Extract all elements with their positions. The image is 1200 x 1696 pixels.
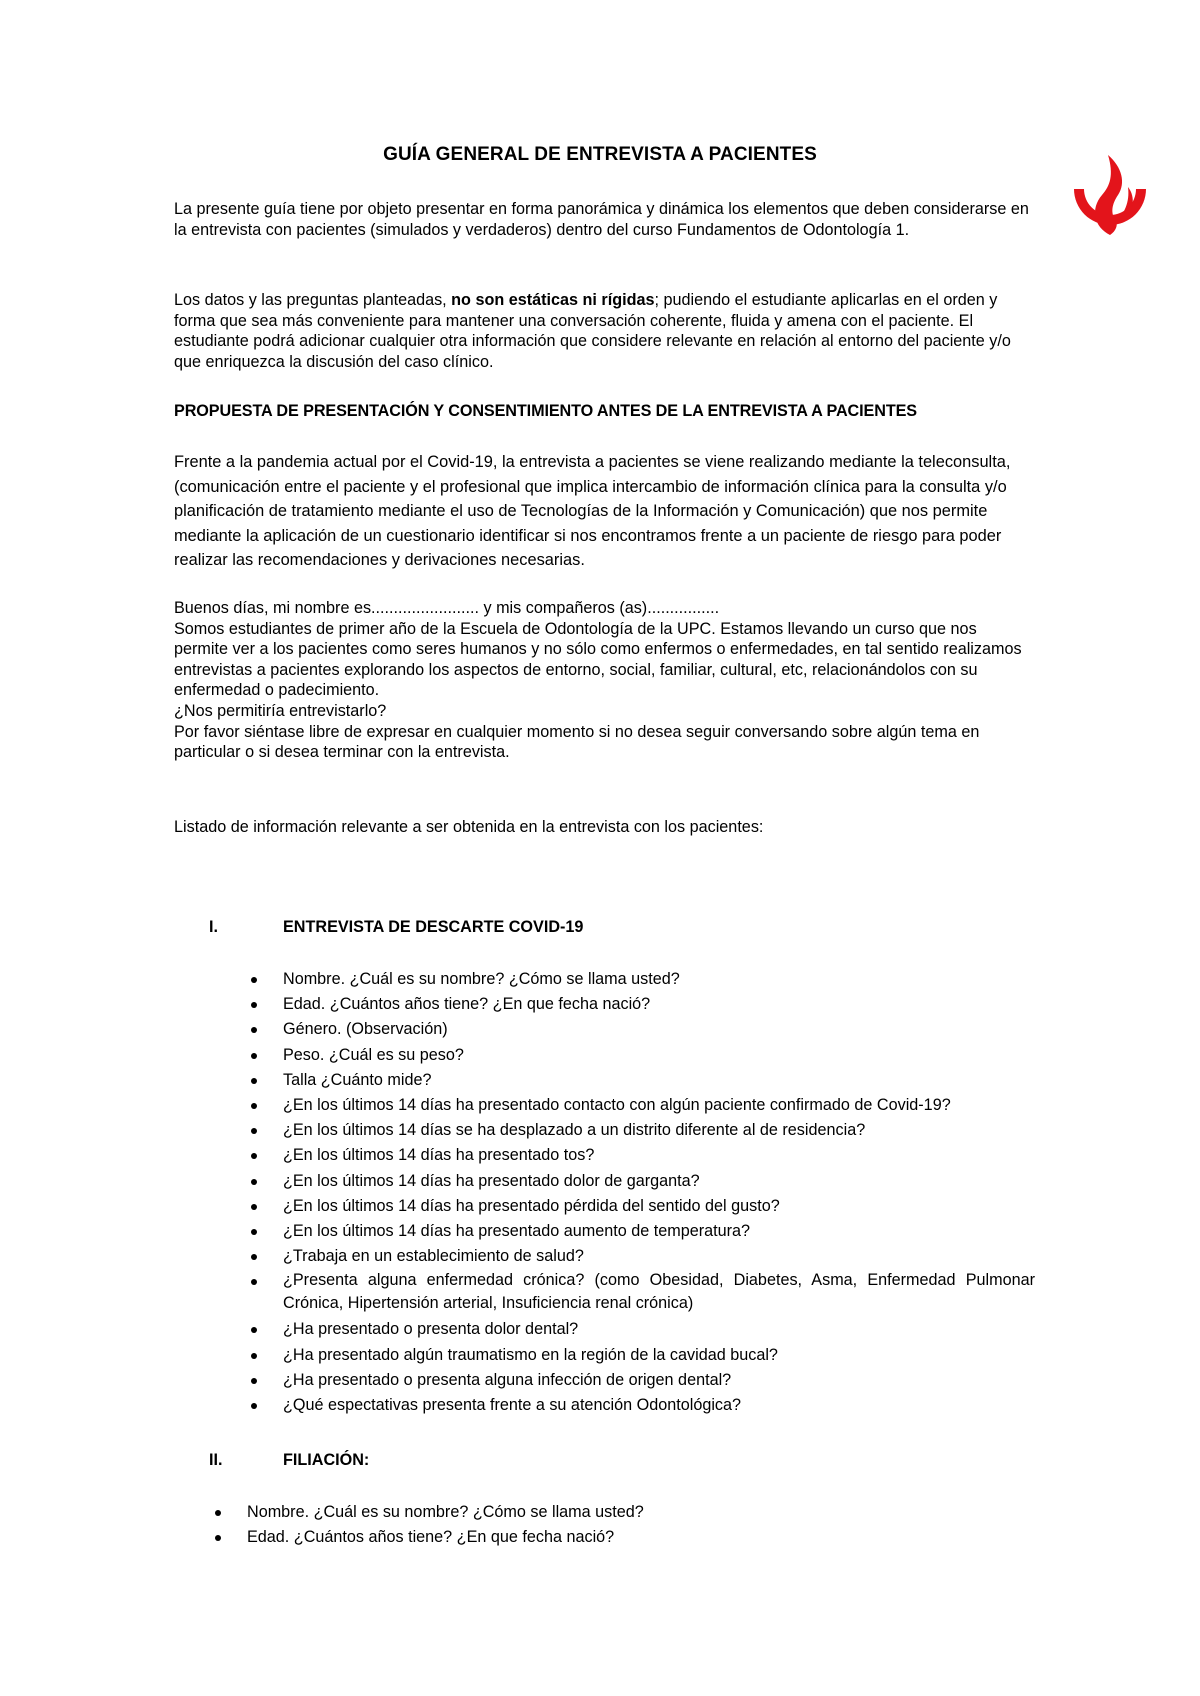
greeting-line-permission: ¿Nos permitiría entrevistarlo?	[174, 701, 387, 720]
list-item	[247, 1194, 1035, 1219]
list-item	[247, 1043, 1035, 1068]
list-item	[247, 1343, 1035, 1368]
datos-text-before: Los datos y las preguntas planteadas,	[174, 291, 452, 309]
list-item-text: Edad. ¿Cuántos años tiene? ¿En que fecha nació?	[247, 1528, 615, 1547]
frente-paragraph	[174, 450, 1034, 573]
datos-text-bold: no son estáticas ni rígidas	[451, 291, 655, 309]
list-item	[247, 1393, 1035, 1418]
bullet-icon	[251, 1327, 257, 1333]
bullet-icon	[215, 1535, 221, 1541]
list-item-text: ¿Trabaja en un establecimiento de salud?	[283, 1247, 584, 1266]
section-number: II.	[209, 1451, 223, 1469]
list-item-text: ¿Ha presentado algún traumatismo en la región de la cavidad bucal?	[283, 1345, 778, 1364]
bullet-icon	[251, 1204, 257, 1210]
list-item-text: Edad. ¿Cuántos años tiene? ¿En que fecha nació?	[283, 995, 651, 1014]
bullet-icon	[251, 1128, 257, 1134]
list-item	[247, 967, 1035, 992]
frente-text: Frente a la pandemia actual por el Covid-19, la entrevista a pacientes se viene realizando mediante la teleconsulta, (comunicación entre el paciente y el profesional que implica intercambio de información clínica para la consulta y/o planificación de tratamiento mediante el uso de Tecnologías de la Información y Comunicación) que nos permite mediante la aplicación de un cuestionario identificar si nos encontramos frente a un paciente de riesgo para poder realizar las recomendaciones y derivaciones necesarias.	[174, 453, 1011, 570]
filiacion-question-list	[211, 1500, 1011, 1550]
list-item	[247, 1368, 1035, 1393]
bullet-icon	[215, 1510, 221, 1516]
list-item	[247, 1219, 1035, 1244]
list-item	[247, 1068, 1035, 1093]
list-item	[247, 1118, 1035, 1143]
covid-question-list	[247, 967, 1035, 1418]
list-item-text: Talla ¿Cuánto mide?	[283, 1070, 432, 1089]
list-item	[247, 1093, 1035, 1118]
bullet-icon	[251, 1254, 257, 1260]
section-title: FILIACIÓN:	[283, 1451, 370, 1469]
listado-text: Listado de información relevante a ser obtenida en la entrevista con los pacientes:	[174, 818, 764, 836]
bullet-icon	[251, 1403, 257, 1409]
greeting-line-intro: Somos estudiantes de primer año de la Escuela de Odontología de la UPC. Estamos llevando un curso que nos permite ver a los pacientes como seres humanos y no sólo como enfermos o enfermedades, en tal sentido realizamos entrevistas a pacientes explorando los aspectos de entorno, social, familiar, cultural, etc, relacionándolos con su enfermedad o padecimiento.	[174, 619, 1022, 700]
section-heading-filiacion	[209, 1451, 909, 1473]
list-item	[211, 1525, 1011, 1550]
bullet-icon	[251, 1103, 257, 1109]
bullet-icon	[251, 1053, 257, 1059]
list-item-text: ¿Qué espectativas presenta frente a su atención Odontológica?	[283, 1396, 742, 1415]
list-item-text: ¿En los últimos 14 días ha presentado tos?	[283, 1146, 595, 1165]
bullet-icon	[251, 1153, 257, 1159]
list-item	[247, 1244, 1035, 1269]
section-heading-covid	[209, 918, 909, 940]
list-item-text: ¿En los últimos 14 días ha presentado contacto con algún paciente confirmado de Covid-19?	[283, 1096, 951, 1115]
list-item-text: ¿En los últimos 14 días se ha desplazado a un distrito diferente al de residencia?	[283, 1121, 866, 1140]
list-item-text: ¿En los últimos 14 días ha presentado aumento de temperatura?	[283, 1222, 751, 1241]
list-item	[247, 1169, 1035, 1194]
greeting-line-name: Buenos días, mi nombre es........................ y mis compañeros (as)................	[174, 599, 720, 617]
intro-paragraph	[174, 199, 1034, 240]
bullet-icon	[251, 1229, 257, 1235]
list-item	[247, 1317, 1035, 1342]
bullet-icon	[251, 1353, 257, 1359]
list-item	[211, 1500, 1011, 1525]
list-item-text: ¿En los últimos 14 días ha presentado pérdida del sentido del gusto?	[283, 1196, 780, 1215]
list-item-text: Nombre. ¿Cuál es su nombre? ¿Cómo se llama usted?	[283, 970, 680, 988]
list-item	[247, 1269, 1035, 1317]
bullet-icon	[251, 1027, 257, 1033]
list-item-text: ¿Ha presentado o presenta alguna infección de origen dental?	[283, 1370, 732, 1389]
bullet-icon	[251, 1078, 257, 1084]
bullet-icon	[251, 977, 257, 983]
proposal-heading: PROPUESTA DE PRESENTACIÓN Y CONSENTIMIENTO ANTES DE LA ENTREVISTA A PACIENTES	[174, 402, 917, 420]
document-title: GUÍA GENERAL DE ENTREVISTA A PACIENTES	[383, 144, 817, 165]
bullet-icon	[251, 1279, 257, 1285]
section-title: ENTREVISTA DE DESCARTE COVID-19	[283, 918, 584, 936]
list-item-text: Peso. ¿Cuál es su peso?	[283, 1045, 464, 1064]
list-item	[247, 1143, 1035, 1168]
bullet-icon	[251, 1179, 257, 1185]
listado-paragraph	[174, 817, 1034, 838]
bullet-icon	[251, 1378, 257, 1384]
list-item-text: ¿Ha presentado o presenta dolor dental?	[283, 1320, 579, 1339]
list-item-text: Nombre. ¿Cuál es su nombre? ¿Cómo se llama usted?	[247, 1503, 644, 1521]
datos-paragraph	[174, 290, 1034, 372]
greeting-script	[174, 598, 1034, 763]
list-item-text: ¿Presenta alguna enfermedad crónica? (como Obesidad, Diabetes, Asma, Enfermedad Pulmonar Crónica, Hipertensión arterial, Insuficiencia renal crónica)	[283, 1271, 1035, 1313]
section-number: I.	[209, 918, 218, 936]
datos-text-after: ; pudiendo el estudiante aplicarlas en el orden y forma que sea más conveniente para mantener una conversación coherente, fluida y amena con el paciente. El estudiante podrá adicionar cualquier otra información que considere relevante en relación al entorno del paciente y/o que enriquezca la discusión del caso clínico.	[174, 291, 1011, 371]
greeting-line-freedom: Por favor siéntase libre de expresar en cualquier momento si no desea seguir conversando sobre algún tema en particular o si desea terminar con la entrevista.	[174, 722, 980, 762]
list-item	[247, 992, 1035, 1017]
bullet-icon	[251, 1002, 257, 1008]
intro-text: La presente guía tiene por objeto presentar en forma panorámica y dinámica los elementos que deben considerarse en la entrevista con pacientes (simulados y verdaderos) dentro del curso Fundamentos de Odontología 1.	[174, 200, 1029, 239]
list-item-text: ¿En los últimos 14 días ha presentado dolor de garganta?	[283, 1171, 700, 1190]
datos-text	[174, 290, 1034, 372]
list-item	[247, 1017, 1035, 1042]
list-item-text: Género. (Observación)	[283, 1020, 448, 1039]
